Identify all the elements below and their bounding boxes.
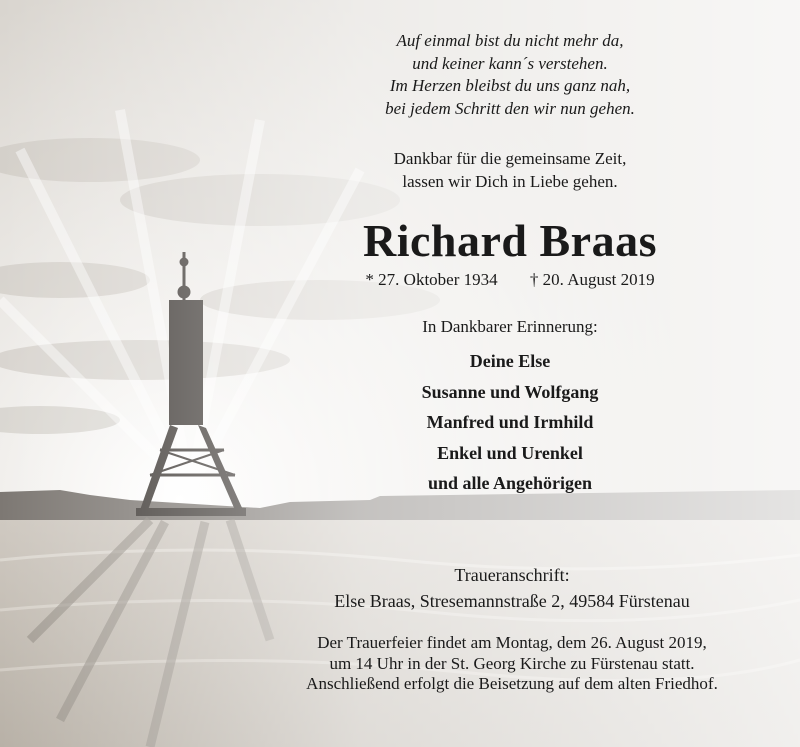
remembrance-label: In Dankbarer Erinnerung: [422,317,598,336]
poem-line: und keiner kann´s verstehen. [412,53,608,73]
thanks-line: Dankbar für die gemeinsame Zeit, [393,149,627,168]
thanks-text [110,148,800,193]
deceased-name: Richard Braas [363,215,657,266]
poem-line: bei jedem Schritt den wir nun gehen. [385,98,635,118]
thanks-line: lassen wir Dich in Liebe gehen. [402,171,618,191]
poem-line: Im Herzen bleibst du uns ganz nah, [389,76,631,95]
address-label: Traueranschrift: [454,565,570,585]
life-dates [110,270,800,290]
family-list [110,346,800,499]
birth-date: * 27. Oktober 1934 [365,270,498,289]
family-member: Deine Else [469,351,551,371]
service-line: um 14 Uhr in der St. Georg Kirche zu Fürstenau statt. [329,653,695,673]
poem [110,30,800,120]
service-line: Der Trauerfeier findet am Montag, dem 26. August 2019, [317,633,707,652]
service-line: Anschließend erfolgt die Beisetzung auf dem alten Friedhof. [306,674,718,693]
poem-line: Auf einmal bist du nicht mehr da, [396,31,624,50]
family-member: Susanne und Wolfgang [421,381,599,402]
family-member: und alle Angehörigen [427,473,593,493]
service-info [112,633,800,695]
family-member: Enkel und Urenkel [437,442,583,463]
mourning-address: Else Braas, Stresemannstraße 2, 49584 Fürstenau [334,591,690,611]
family-member: Manfred und Irmhild [426,412,594,432]
death-date: † 20. August 2019 [529,270,655,289]
